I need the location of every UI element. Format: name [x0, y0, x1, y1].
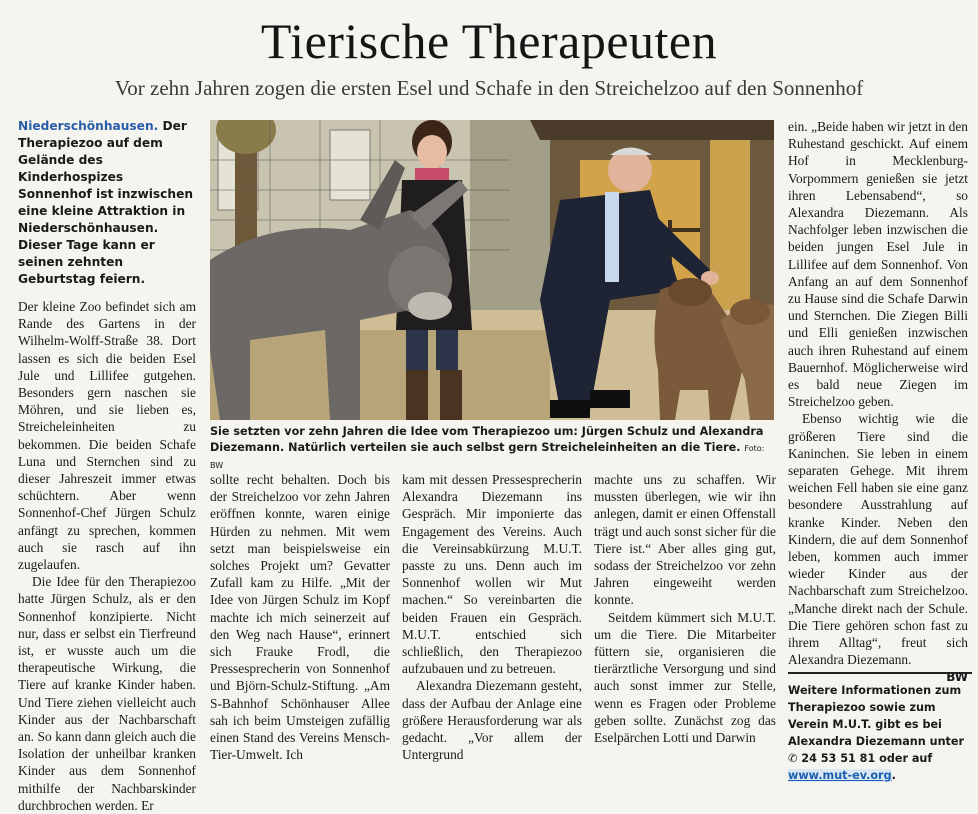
paragraph: kam mit dessen Pressesprecherin Alexandra Diezemann ins Gespräch. Mir imponierte das Engagement des Vereins. Auch die Vereinsabkürzung M.U.T. passte zu uns. Denn auch im Sonnenhof wollen wir Mut machen.“ So vereinbarten die beiden Frauen ein Gespräch. M.U.T. entschied sich schließlich, den Therapiezoo aufzubauen und zu betreuen.: [402, 472, 582, 677]
paragraph: Alexandra Diezemann gesteht, dass der Aufbau der Anlage eine größere Herausforderung war als gedacht. „Vor allem der Untergrund: [402, 678, 582, 763]
column-3: [402, 471, 582, 763]
headline: Tierische Therapeuten: [260, 13, 718, 69]
subheadline: Vor zehn Jahren zogen die ersten Esel und Schafe in den Streichelzoo auf den Sonnenhof: [114, 76, 864, 100]
website-link[interactable]: www.mut-ev.org: [788, 769, 892, 782]
paragraph: sollte recht behalten. Doch bis der Streichelzoo vor zehn Jahren eröffnen konnte, waren einige Hürden zu nehmen. Mit wem setzt man beispielsweise ein solches Projekt um? Gevatter Zufall kam zu Hilfe. „Mit der Idee von Jürgen Schulz im Kopf machte ich mich seinerzeit auf den Weg nach Hause“, erinnert sich Frauke Frodl, die Pressesprecherin von Sonnenhof und Björn-Schulz-Stiftung. „Am S-Bahnhof Schönhauser Allee sah ich beim Umsteigen zufällig einen Stand des Vereins Mensch-Tier-Umwelt. Ich: [210, 472, 390, 763]
column-2: [210, 471, 390, 763]
photo-illustration: [210, 120, 774, 420]
author-signature: BW: [946, 669, 968, 684]
info-or: oder auf: [879, 752, 933, 765]
info-end: .: [891, 769, 896, 782]
column-1: [18, 118, 196, 814]
article-photo: [210, 120, 774, 420]
paragraph: machte uns zu schaffen. Wir mussten überlegen, wie wir ihn anlegen, damit er einen Offenstall trägt und auch sonst sicher für die Tiere ist.“ Aber alles ging gut, sodass der Streichelzoo vor zehn Jahren eingeweiht werden konnte.: [594, 472, 776, 608]
paragraph: ein. „Beide haben wir jetzt in den Ruhestand geschickt. Auf einem Hof in Mecklenburg-Vorpommern genießen sie jetzt ihren Lebensabend“, so Alexandra Diezemann. Als Nachfolger leben inzwischen die beiden jungen Esel Jule in Lillifee auf dem Sonnenhof. Von Anfang an auf dem Sonnenhof zu Hause sind die Schafe Darwin und Sternchen. Die Ziegen Billi und Elli genießen inzwischen auch ihren Ruhestand auf einem Bauernhof. Möglicherweise wird es bald neue Ziegen im Streichelzoo geben.: [788, 119, 968, 410]
photo-credit: Foto: BW: [210, 444, 765, 470]
caption-text: Sie setzten vor zehn Jahren die Idee vom Therapiezoo um: Jürgen Schulz und Alexandra Diezemann. Natürlich verteilen sie auch selbst gern Streicheleinheiten an die Tiere.: [210, 425, 764, 454]
info-box: [788, 672, 972, 784]
lead-paragraph: [18, 118, 196, 288]
info-text: Weitere Informationen zum Therapiezoo sowie zum Verein M.U.T. gibt es bei Alexandra Diezemann unter: [788, 684, 965, 748]
dateline: Niederschönhausen.: [18, 119, 159, 133]
phone-number: 24 53 51 81: [801, 752, 876, 765]
column-5: [788, 118, 968, 686]
paragraph: Seitdem kümmert sich M.U.T. um die Tiere. Die Mitarbeiter füttern sie, organisieren die tierärztliche Versorgung und sind auch sonst immer zur Stelle, wenn es Fragen oder Probleme geben sollte. Zunächst zog das Eselpärchen Lotti und Darwin: [594, 609, 776, 746]
paragraph: Die Idee für den Therapiezoo hatte Jürgen Schulz, als er den Sonnenhof konzipierte. Nicht nur, dass er selbst ein Tierfreund ist, er wusste auch um die therapeutische Wirkung, die Tiere auf kranke Kinder haben. Und Tiere ziehen vielleicht auch Kinder aus der Nachbarschaft an. So kann dann gleich auch die Isolation der unheilbar kranken Kinder aus dem Sonnenhof mithilfe der Nachbarskinder durchbrochen werden. Er: [18, 574, 196, 813]
photo-caption: [210, 424, 774, 474]
lead-text: Der Therapiezoo auf dem Gelände des Kinderhospizes Sonnenhof ist inzwischen eine kleine Attraktion in Niederschönhausen. Dieser Tage kann er seinen zehnten Geburtstag feiern.: [18, 119, 194, 286]
paragraph: Ebenso wichtig wie die größeren Tiere sind die Kaninchen. Sie leben in einem separaten Gehege. Mit ihrem weichen Fell haben sie eine ganz besondere Ausstrahlung auf kranke Kinder. Neben den Kindern, die auf dem Sonnenhof leben, kommen auch immer wieder Kinder aus der Nachbarschaft zum Streichelzoo. „Manche direkt nach der Schule. Die Tiere gehören schon fast zu ihrem Alltag“, freut sich Alexandra Diezemann.: [788, 411, 968, 668]
column-4: [594, 471, 776, 746]
phone-icon: ✆: [788, 752, 798, 765]
paragraph: Der kleine Zoo befindet sich am Rande des Gartens in der Wilhelm-Wolff-Straße 38. Dort lassen es sich die beiden Esel Jule und Lillifee gutgehen. Besonders gern naschen sie Möhren, und sie lieben es, Streicheleinheiten zu bekommen. Die beiden Schafe Luna und Sternchen sind zu dieser Jahreszeit immer etwas schüchtern. Aber wenn Sonnenhof-Chef Jürgen Schulz anfängt zu sprechen, kommen auch sie rasch auf ihn zugelaufen.: [18, 299, 196, 573]
